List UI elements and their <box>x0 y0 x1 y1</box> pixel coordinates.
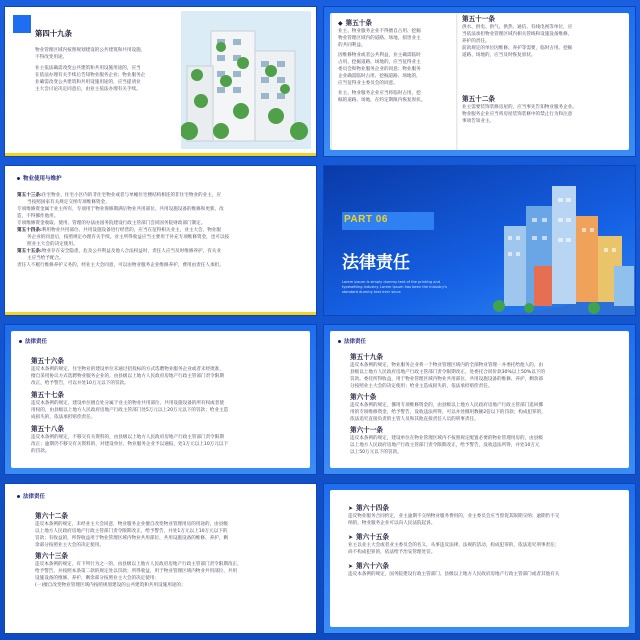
body-line: 违反本条例的规定，挪用专项维修资金的，由县级以上地方人民政府房地产行政主管部门追回挪 <box>350 403 543 408</box>
body-line: 的罚款。 <box>31 449 50 454</box>
body-line: 务企业的同意后，按照规定办理有关手续。业主所得收益应当主要用于补充专项维修资金，也可以按 <box>27 235 230 240</box>
body-line: 违反物业服务合同约定，业主逾期不交纳物业服务费用的，业主委员会应当督促其限期交纳；逾期仍不交 <box>348 514 560 519</box>
bullet-dot-icon <box>17 495 20 498</box>
article-title: 第六十四条 <box>356 504 389 512</box>
body-line: 当依法承担物业管理区域内相关管线和设施设备维修、 <box>462 32 573 37</box>
body-line: 照业主大会的决定使用。 <box>27 242 78 247</box>
article-list <box>350 353 628 456</box>
body-line: 占用、挖掘道路、场地的，应当征得业主 <box>338 60 421 65</box>
body-line: 业确需改变公共建筑和共用设施用途的，应当提请业 <box>35 80 141 85</box>
body-line: 主应当给予配合。 <box>27 256 64 261</box>
bullet-dot-icon <box>17 177 20 180</box>
slide-legal-64-66[interactable] <box>323 483 636 634</box>
part-label: PART 06 <box>344 214 388 225</box>
article-51-block <box>462 15 629 59</box>
article-list <box>348 504 628 578</box>
body-line: 以上地方人民政府房地产行政主管部门责令限期改正，给予警告，并处1万元以上10万元以下的 <box>35 529 228 534</box>
body-line: 尚不构成犯罪的，依法给予治安管理处罚。 <box>348 550 436 555</box>
body-line: 的共同利益。 <box>338 43 366 48</box>
body-line: 第五十五条:物业存在安全隐患，危及公共利益及他人合法权益时，责任人应当及时维修养护，有关业 <box>17 249 221 254</box>
body-line: 因维修物业或者公共利益，业主确需临时 <box>338 53 421 58</box>
article-title: 第六十六条 <box>356 562 389 570</box>
header-label: 法律责任 <box>25 339 48 345</box>
body-line: 造，不得挪作他用。 <box>17 214 59 219</box>
body-line: 设施设备的维修、养护，剩余部分按照业主大会的决定使用： <box>35 576 160 581</box>
body-line: 改正；逾期仍不移交有关资料的，对建设单位、物业服务企业予以通报，处1万元以上10万元以下 <box>31 442 229 447</box>
body-line: 依法追究直接负责的主管人员和其他直接责任人员的刑事责任。 <box>350 417 479 422</box>
header-label: 法律责任 <box>344 339 367 345</box>
body-line: 在依法办理有关手续后告知物业服务企业；物业服务企 <box>35 73 146 78</box>
body-line: 成损失的，依法承担赔偿责任。 <box>31 415 96 420</box>
triangle-bullet-icon: ➤ <box>348 563 354 570</box>
body-line: 擅自采用协议方式选聘物业服务企业的，由县级以上地方人民政府房地产行政主管部门责令限期 <box>31 374 224 379</box>
article-heading <box>348 533 628 542</box>
body-line: 业主、物业服务企业不得擅自占用、挖掘 <box>338 29 421 34</box>
header-label: 法律责任 <box>23 494 46 500</box>
article-list <box>31 357 307 455</box>
article-title: 第五十条 <box>345 19 372 27</box>
yellow-bottom-bar <box>5 153 316 156</box>
article-title: 第四十九条 <box>35 29 72 38</box>
body-line: 违反本条例的规定，未经业主大会同意，物业服务企业擅自改变物业管理用房的用途的，由县级 <box>35 522 228 527</box>
subtitle-line: standard dummy text ever since <box>342 290 401 294</box>
body-line: 违反本条例的规定，建设单位在物业管理区域内不按照规定配置必要的物业管理用房的，由县级 <box>350 436 543 441</box>
body-line: 县级以上地方人民政府房地产行政主管部门责令限期改正，处委托合同价款30%以上50%以下的 <box>350 370 545 375</box>
body-line: 专项维修资金收取、使用、管理的办法由国务院建设行政主管部门会同国务院财政部门制定。 <box>17 221 206 226</box>
article-title: 第六十五条 <box>356 533 389 541</box>
article-title: 第五十一条 <box>462 15 495 23</box>
yellow-bottom-bar <box>5 312 316 315</box>
article-body <box>35 47 175 93</box>
body-line: 物业管理区域内的道路、场地，损害业主 <box>338 36 421 41</box>
body-line: 改正，给予警告，可以并处10万元以下的罚款。 <box>31 381 129 386</box>
body-line: 用权的，由县级以上地方人民政府房地产行政主管部门处5万元以上20万元以下的罚款；给业主造 <box>31 408 229 413</box>
body-line: 用的专项维修资金，给予警告，没收违法所得，可以并处挪用数额2倍以下的罚款；构成犯罪的， <box>350 410 546 415</box>
bullet-dot-icon <box>19 340 22 343</box>
article-list <box>35 512 305 589</box>
body-line: 养护的责任。 <box>462 39 490 44</box>
body-line: 违反本条例的规定，住宅物业的建设单位未通过招投标的方式选聘物业服务企业或者未经批准， <box>31 367 224 372</box>
body-line: 业主以业主大会或者业主委员会的名义，从事违反法律、法规的活动，构成犯罪的，依法追究刑事责任； <box>348 543 560 548</box>
body-line: 不得改变用途。 <box>35 55 68 60</box>
body-line: 罚款。委托所得收益，用于物业管理区域内物业共用部位、共用设施设备的维修、养护，剩余部 <box>350 377 543 382</box>
slide-property-maintenance[interactable] <box>4 165 317 316</box>
slide-header <box>338 337 366 345</box>
slide-content-panel <box>330 490 629 627</box>
article-title: 第六十三条 <box>35 552 68 560</box>
body-line: 违反本条例的规定，物业服务企业将一个物业管理区域内的全部物业管理一并委托给他人的，由 <box>350 363 543 368</box>
article-50-heading <box>338 19 450 28</box>
body-line: 以上地方人民政府房地产行政主管部门责令限期改正，给予警告，没收违法所得，并处10万元 <box>350 443 540 448</box>
slide-legal-59-61[interactable] <box>323 324 636 475</box>
section-title: 法律责任 <box>342 253 410 273</box>
body-line: 业主依法确需改变公共建筑和共用设施用途的，应当 <box>35 66 141 71</box>
body-line: 违反本条例的规定，建设单位擅自处分属于业主的物业共用部位、共用设施设备的所有权或者使 <box>31 401 224 406</box>
section-subtitle <box>342 280 470 295</box>
body-line: 第五十三条:住宅物业、住宅小区内的非住宅物业或者与单幢住宅楼结构相连的非住宅物业的业主，应 <box>17 193 221 198</box>
slide-section-title[interactable] <box>323 165 636 316</box>
slide-legal-56-58[interactable] <box>4 324 317 475</box>
body-line: 业主需要装饰装修房屋的，应当事先告知物业服务企业。 <box>462 105 577 110</box>
isometric-city-icon <box>474 166 636 316</box>
bullet-dot-icon <box>338 340 341 343</box>
subtitle-line: typesetting industry. Lorem Ipsum has been the industry's <box>342 285 447 289</box>
slide-articles-50-52[interactable] <box>323 6 636 157</box>
blue-square-decoration <box>13 15 31 33</box>
body-line: 以上50万元以下的罚款。 <box>350 450 402 455</box>
body-line: 违反本条例的规定，不移交有关资料的，由县级以上地方人民政府房地产行政主管部门责令限期 <box>31 435 224 440</box>
article-title: 第六十一条 <box>350 426 383 434</box>
slide-header <box>17 174 62 182</box>
header-label: 物业使用与维护 <box>23 176 62 182</box>
slide-article-49[interactable] <box>4 6 317 157</box>
triangle-bullet-icon: ➤ <box>348 534 354 541</box>
body-line: 物业管理区域内按照规划建设的公共建筑和共用设施， <box>35 48 146 53</box>
slide-header <box>17 492 45 500</box>
article-title: 第五十七条 <box>31 391 64 399</box>
city-building-image <box>181 11 311 149</box>
article-53-55-body <box>17 192 313 269</box>
article-title: 第五十九条 <box>350 353 383 361</box>
body-line: 违反本条例的规定，国务院建设行政主管部门、县级以上地方人民政府房地产行政主管部门或者其他有关 <box>348 572 560 577</box>
body-line: 主大会讨论决定同意后，由业主依法办理有关手续。 <box>35 87 141 92</box>
body-line: 企业确需临时占用、挖掘道路、场地的， <box>338 74 421 79</box>
body-line: 掘的道路、场地，在约定期限内恢复原状。 <box>338 98 426 103</box>
article-title: 第五十二条 <box>462 95 495 103</box>
body-line: 第五十四条:利用物业共用部位、共用设施设备进行经营的，应当在征得相关业主、业主大会、物业服 <box>17 228 221 233</box>
article-52-block <box>462 95 629 125</box>
body-line: 违反本条例的规定，有下列行为之一的，由县级以上地方人民政府房地产行政主管部门责令限期改正， <box>35 562 242 567</box>
slide-header <box>19 337 47 345</box>
body-line: 事项告知业主。 <box>462 119 495 124</box>
article-50-card <box>332 13 456 150</box>
article-title: 第六十二条 <box>35 512 68 520</box>
body-line: 道路、场地的，应当及时恢复原状。 <box>462 53 536 58</box>
diamond-bullet-icon: ◆ <box>338 20 343 27</box>
body-line: 余部分按照业主大会的决定使用。 <box>35 543 104 548</box>
slide-content-panel <box>330 13 629 150</box>
body-line: (一)擅自改变物业管理区域内按照规划建设的公共建筑和共用设施用途的； <box>35 583 186 588</box>
building-illustration-icon <box>181 11 311 149</box>
article-title: 第六十条 <box>350 393 377 401</box>
slide-content-panel <box>330 331 629 468</box>
body-line: 前款规定的单位因维修、养护等需要，临时占用、挖掘 <box>462 46 573 51</box>
body-line: 供水、供电、供气、供热、通信、有线电视等单位，应 <box>462 25 573 30</box>
slide-legal-62-63[interactable] <box>4 483 317 634</box>
triangle-bullet-icon: ➤ <box>348 505 354 512</box>
subtitle-line: Lorem ipsum is simply dummy text of the printing and <box>342 280 441 284</box>
article-title: 第五十六条 <box>31 357 64 365</box>
body-line: 专项维修资金属于业主所有，专项用于物业保修期满后物业共用部位、共用设施设备的维修和更新、改 <box>17 207 224 212</box>
body-line: 给予警告，并按照本条第二款的规定处以罚款；所得收益，用于物业管理区域内物业共用部位、共用 <box>35 569 238 574</box>
body-line: 业主、物业服务企业应当将临时占用、挖 <box>338 91 421 96</box>
slide-content-panel <box>11 331 310 468</box>
body-line: 分按照业主大会的决定使用；给业主造成损失的，依法承担赔偿责任。 <box>350 384 493 389</box>
article-heading <box>348 562 628 571</box>
body-line: 责任人不履行维修养护义务的，经业主大会同意，可以由物业服务企业维修养护，费用由责任人承担。 <box>17 263 224 268</box>
body-line: 罚款；有收益的，所得收益用于物业管理区域内物业共用部位、共用设施设备的维修、养护，剩 <box>35 536 228 541</box>
article-heading <box>348 504 628 513</box>
body-line: 物业服务企业应当将房屋装饰装修中的禁止行为和注意 <box>462 112 573 117</box>
article-title: 第五十八条 <box>31 425 64 433</box>
body-line: 委员会和物业服务企业的同意；物业服务 <box>338 67 421 72</box>
body-line: 当按照国家有关规定交纳专项维修资金。 <box>27 200 110 205</box>
body-line: 纳的，物业服务企业可以向人民法院起诉。 <box>348 521 436 526</box>
body-line: 应当征得业主委员会的同意。 <box>338 81 398 86</box>
